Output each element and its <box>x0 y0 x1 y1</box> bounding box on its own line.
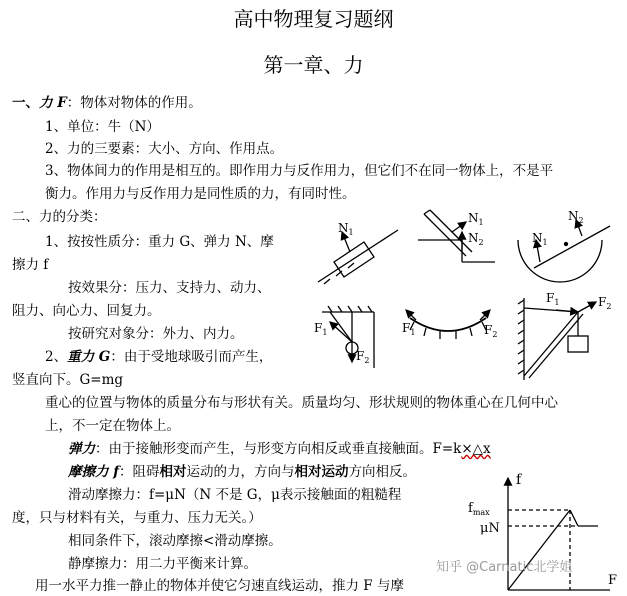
s2-line-5: 按研究对象分：外力、内力。 <box>68 326 244 342</box>
graph-y-axis-label: f <box>516 472 522 488</box>
label-f1-fig5: $F_1$ <box>402 321 416 337</box>
s1-item-2: 2、力的三要素：大小、方向、作用点。 <box>45 141 284 157</box>
gravity-text: ：由于受地球吸引而产生， <box>110 349 273 365</box>
graph-x-axis-label: F <box>608 573 618 588</box>
s2-line-4: 阻力、向心力、回复力。 <box>12 303 161 319</box>
s1-item-3-cont: 衡力。作用力与反作用力是同性质的力，有同时性。 <box>45 186 356 202</box>
graph-mun-label: μN <box>480 521 500 536</box>
s2-line-12: 滑动摩擦力：f=μN（N 不是 G，μ表示接触面的粗糙程 <box>68 487 402 503</box>
label-n1-fig3: $N_1$ <box>532 231 548 247</box>
label-f2-fig6: $F_2$ <box>598 295 612 311</box>
s2-line-16: 用一水平力推一静止的物体并使它匀速直线运动，推力 F 与摩 <box>35 578 404 594</box>
section-1-term: 力 F <box>39 95 67 111</box>
label-f2-fig5: $F_2$ <box>484 323 498 339</box>
section-1-number: 一、 <box>12 95 39 111</box>
elastic-text: ：由于接触形变而产生，与形变方向相反或垂直接触面。F=k <box>95 441 462 457</box>
section-2-heading: 二、力的分类： <box>12 209 107 225</box>
friction-c: 运动的力，方向与 <box>186 464 295 480</box>
chain-diagram <box>406 310 490 339</box>
gravity-term: 重力 G <box>67 349 111 365</box>
elastic-formula-tail: ×△x <box>461 441 491 457</box>
gravity-number: 2、 <box>45 349 68 365</box>
s2-line-1: 1、按按性质分：重力 G、弹力 N、摩 <box>45 234 274 250</box>
label-n1-fig1: $N_1$ <box>338 221 354 237</box>
friction-relative: 相对 <box>159 464 187 480</box>
section-1-text: ：物体对物体的作用。 <box>66 95 202 111</box>
s2-line-13: 度，只与材料有关，与重力、压力无关。） <box>12 510 262 526</box>
bracket-diagram <box>518 298 596 380</box>
s2-line-3: 按效果分：压力、支持力、动力、 <box>68 280 271 296</box>
s2-line-2: 擦力 f <box>12 257 49 273</box>
label-f1-fig6: $F_1$ <box>546 291 560 307</box>
watermark-text: 知乎 @Carnatic北学姐 <box>436 560 573 575</box>
graph-fmax-label: $f_{max}$ <box>468 501 490 517</box>
elastic-term: 弹力 <box>68 441 95 457</box>
s2-line-7: 竖直向下。G=mg <box>12 372 124 388</box>
s1-item-3: 3、物体间力的作用是相互的。即作用力与反作用力，但它们不在同一物体上，不是平 <box>45 163 554 179</box>
label-f1-fig4: $F_1$ <box>314 321 328 337</box>
label-f2-fig4: $F_2$ <box>356 349 370 365</box>
s2-line-15: 静摩擦力：用二力平衡来计算。 <box>68 556 257 572</box>
bowl-rod-diagram <box>518 220 610 282</box>
s2-line-9: 上，不一定在物体上。 <box>45 418 180 434</box>
page-title: 高中物理复习题纲 <box>233 7 394 31</box>
friction-a: ：阻碍 <box>119 464 160 480</box>
s2-line-14: 相同条件下，滚动摩擦<滑动摩擦。 <box>68 533 282 549</box>
chapter-title: 第一章、力 <box>263 53 364 77</box>
friction-e: 方向相反。 <box>348 464 417 480</box>
s2-line-8: 重心的位置与物体的质量分布与形状有关。质量均匀、形状规则的物体重心在几何中心 <box>45 395 558 411</box>
incline-block-diagram <box>318 230 398 284</box>
s1-item-1: 1、单位：牛（N） <box>45 119 160 135</box>
label-n1-fig2: $N_1$ <box>468 211 484 227</box>
label-n2-fig2: $N_2$ <box>468 231 484 247</box>
friction-term: 摩擦力 f <box>68 464 120 480</box>
label-n2-fig3: $N_2$ <box>568 209 584 225</box>
friction-relative-motion: 相对运动 <box>294 464 349 480</box>
